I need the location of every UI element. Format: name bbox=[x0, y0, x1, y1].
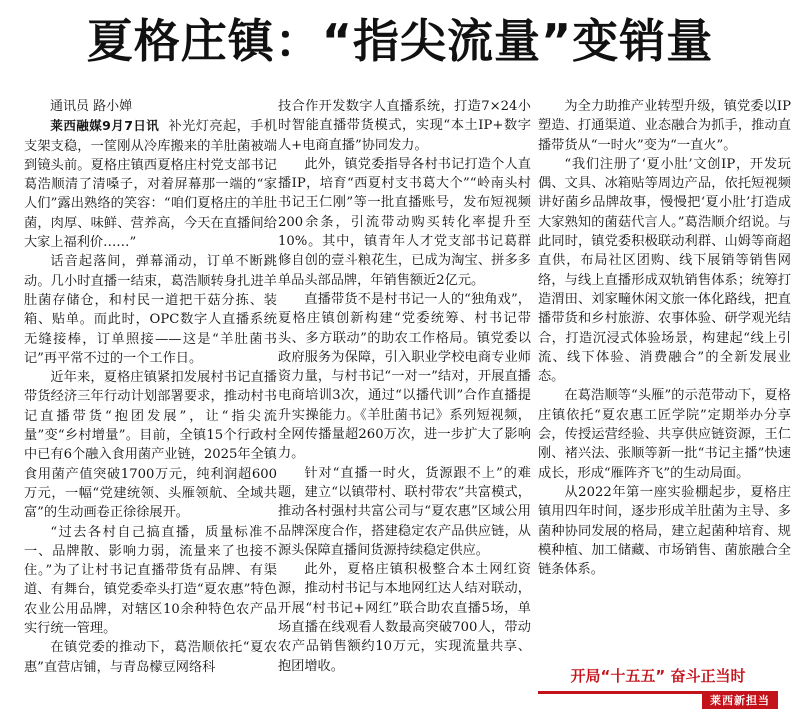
article-column-2 bbox=[278, 97, 531, 714]
paragraph: 此外，夏格庄镇积极整合本土网红资源，推动村书记与本地网红达人结对联动，开展“村书记+网红”联合助农直播5场，单场直播在线观看人数最高突破700人，带动农产品销售额约10万元，实现流量共享、抱团增收。 bbox=[278, 562, 531, 674]
paragraph: 在镇党委的推动下，葛浩顺依托“夏农惠”直营店铺，与青岛檬豆网络科 bbox=[24, 640, 277, 675]
paragraph: 话音起落间，弹幕涌动，订单不断跳动。几小时直播一结束，葛浩顺转身扎进羊肚菌存储仓，和村民一道把干菇分拣、装箱、贴单。而此时，OPC数字人直播系统无缝接棒，订单照接——这是“羊肚菌书记”再平常不过的一个工作日。 bbox=[24, 254, 277, 366]
dateline: 莱西融媒9月7日讯 bbox=[50, 118, 160, 134]
article-column-1 bbox=[24, 97, 277, 714]
article-column-3 bbox=[538, 97, 791, 617]
paragraph: 此外，镇党委指导各村书记打造个人直播IP，培育“西夏村支书葛大个”“岭南头村书记王仁刚”等一批直播账号，发布短视频200余条，引流带动购买转化率提升至10%。其中，镇青年人才党支部书记葛群修自创的壹斗粮花生，已成为淘宝、拼多多单品头部品牌，年销售额近2亿元。 bbox=[278, 156, 531, 288]
paragraph: 近年来，夏格庄镇紧扣发展村书记直播带货经济三年行动计划部署要求，推动村书记直播带货“抱团发展”，让“指尖流量”变“乡村增量”。目前，全镇15个行政村中已有6个融入食用菌产业链，2025年全镇食用菌产值突破1700万元，纯利润超600万元，一幅“党建统领、头雁领航、全域共富”的生动画卷正徐徐展开。 bbox=[24, 370, 277, 521]
column-stamp bbox=[538, 657, 778, 707]
paragraph: 为全力助推产业转型升级，镇党委以IP塑造、打通渠道、业态融合为抓手，推动直播带货从“一时火”变为“一直火”。 bbox=[538, 99, 791, 153]
paragraph-text: 补光灯亮起，手机支架支稳，一筐刚从冷库搬来的羊肚菌被端到镜头前。夏格庄镇西夏格庄村党支部书记葛浩顺清了清嗓子，对着屏幕那一端的“家人们”露出熟络的笑容：“咱们夏格庄的羊肚菌，肉厚、味鲜、营养高，今天在直播间给大家上福利价……” bbox=[24, 119, 277, 251]
stamp-tag: 莱西新担当 bbox=[702, 692, 778, 709]
lead-paragraph bbox=[24, 116, 277, 252]
byline: 通讯员 路小婵 bbox=[50, 99, 133, 114]
stamp-title: 开局“十五五” 奋斗正当时 bbox=[570, 667, 746, 685]
paragraph: 从2022年第一座实验棚起步，夏格庄镇用四年时间，逐步形成羊肚菌为主导、多菌种协同发展的格局，建立起菌种培育、规模种植、加工储藏、市场销售、菌旅融合全链条体系。 bbox=[538, 484, 791, 578]
paragraph: “我们注册了‘夏小肚’文创IP，开发玩偶、文具、冰箱贴等周边产品，依托短视频讲好菌乡品牌故事，慢慢把‘夏小肚’打造成大家熟知的菌菇代言人。”葛浩顺介绍说。与此同时，镇党委积极联动利群、山姆等商超直供，布局社区团购、线下展销等销售网络，与线上直播形成双轨销售体系；统筹打造渭田、刘家疃休闲文旅一体化路线，把直播带货和乡村旅游、农事体验、研学观光结合，打造沉浸式体验场景，构建起“线上引流、线下体验、消费融合”的全新发展业态。 bbox=[538, 156, 791, 385]
paragraph: 针对“直播一时火，货源跟不上”的难题，建立“以镇带村、联村带农”共富模式，推动各村强村共富公司与“夏农惠”区域公用品牌深度合作，搭建稳定农产品供应链，从源头保障直播间货源持续稳定供应。 bbox=[278, 465, 531, 558]
paragraph: 在葛浩顺等“头雁”的示范带动下，夏格庄镇依托“夏农惠工匠学院”定期举办分享会，传授运营经验、共享供应链资源，王仁刚、褚兴法、张顺等新一批“书记主播”快速成长，形成“雁阵齐飞”的生动局面。 bbox=[538, 388, 791, 481]
headline: 夏格庄镇：“指尖流量”变销量 bbox=[86, 14, 714, 68]
continued-paragraph: 技合作开发数字人直播系统，打造7×24小时智能直播带货模式，实现“本土IP+数字人+电商直播”协同发力。 bbox=[278, 99, 531, 153]
paragraph: 直播带货不是村书记一人的“独角戏”，夏格庄镇创新构建“党委统筹、村书记带头、多方联动”的助农工作格局。镇党委以政府服务为保障，引入职业学校电商专业师资力量，与村书记“一对一”结对，开展直播电商培训3次，通过“以播代训”合作直播提升实操能力。《羊肚菌书记》系列短视频，全网传播量超260万次，进一步扩大了影响力。 bbox=[278, 291, 531, 462]
paragraph: “过去各村自己搞直播，质量标准不一、品牌散、影响力弱，流量来了也接不住。”为了让村书记直播带货有品牌、有渠道、有舞台，镇党委牵头打造“夏农惠”特色农业公用品牌，对辖区10余种特色农产品实行统一管理。 bbox=[24, 524, 277, 637]
